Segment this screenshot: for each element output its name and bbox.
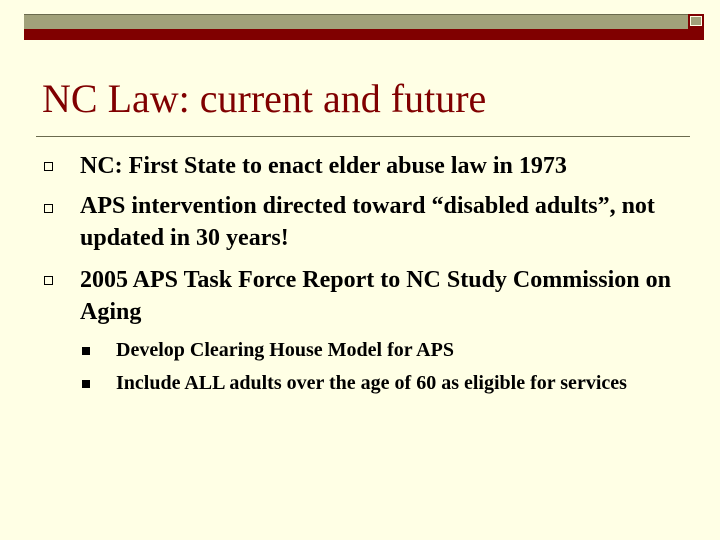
bullet-item: APS intervention directed toward “disabled adults”, not updated in 30 years! <box>80 193 655 251</box>
corner-decoration-inner <box>690 16 702 26</box>
sub-bullet-item: Include ALL adults over the age of 60 as eligible for services <box>116 372 627 394</box>
filled-square-icon <box>82 380 90 388</box>
hollow-square-icon <box>44 276 53 285</box>
hollow-square-icon <box>44 162 53 171</box>
top-accent-band <box>24 29 688 40</box>
bullet-item: 2005 APS Task Force Report to NC Study Commission on Aging <box>80 267 671 325</box>
hollow-square-icon <box>44 204 53 213</box>
bullet-item: NC: First State to enact elder abuse law in 1973 <box>80 153 567 179</box>
slide-title: NC Law: current and future <box>42 76 487 121</box>
sub-bullet-item: Develop Clearing House Model for APS <box>116 339 454 361</box>
title-divider <box>36 136 690 137</box>
filled-square-icon <box>82 347 90 355</box>
